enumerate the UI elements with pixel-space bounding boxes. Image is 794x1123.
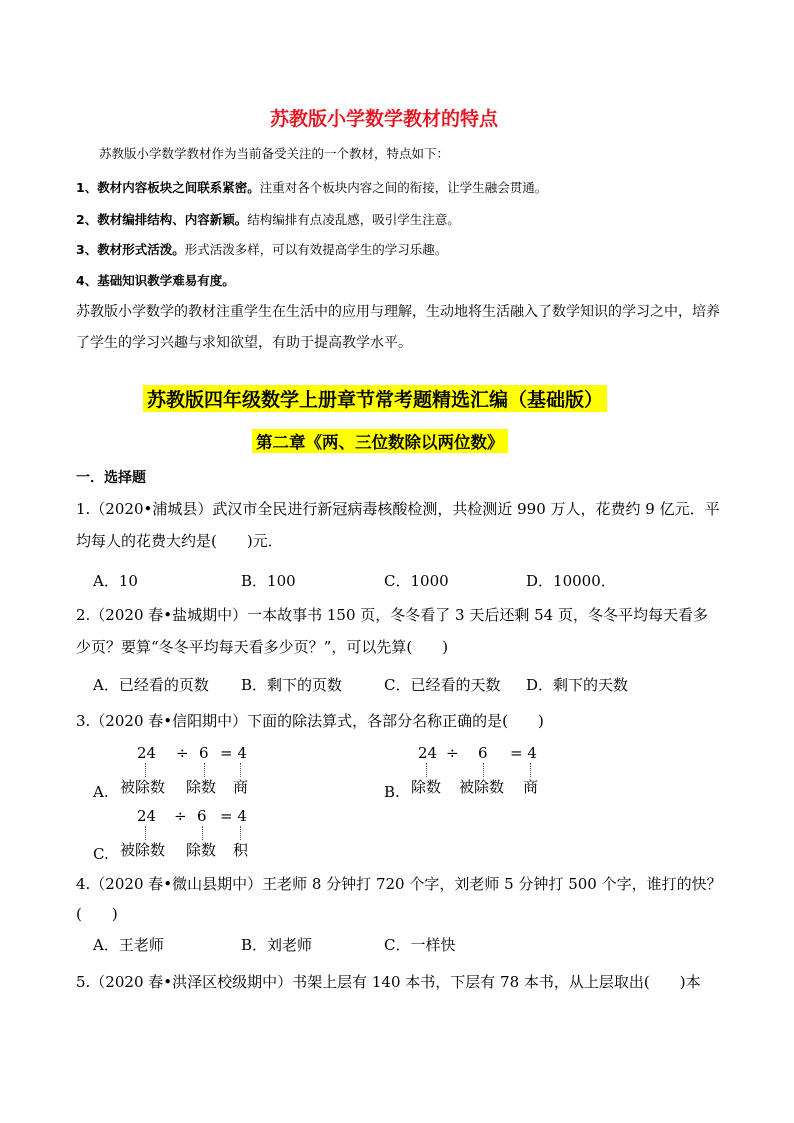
q1-option-c[interactable]: C．1000 [384,572,449,590]
q3-line1: 3.（2020 春•信阳期中）下面的除法算式，各部分名称正确的是( ) [76,712,544,730]
dotted-connector [145,826,146,840]
dividend: 24 [137,807,157,825]
q2-option-d[interactable]: D．剩下的天数 [526,676,629,694]
name-label: 积 [233,841,249,859]
divisor: 6 [478,744,488,762]
name-label: 商 [233,778,249,796]
q1-option-a[interactable]: A．10 [93,572,138,590]
dotted-connector [426,763,427,777]
division-sign: ÷ [176,744,189,762]
dotted-connector [483,763,484,777]
name-label: 被除数 [459,778,505,796]
dotted-connector [240,763,241,777]
intro-point-2 [76,210,460,228]
name-label: 除数 [411,778,442,796]
division-sign: ÷ [174,807,187,825]
intro-summary-line2: 了学生的学习兴趣与求知欲望，有助于提高教学水平。 [76,335,412,351]
section-heading: 一．选择题 [76,470,146,486]
point-num: 1、 [76,180,98,195]
q2-option-b[interactable]: B．剩下的页数 [241,676,343,694]
q3-option-a[interactable]: A. [93,783,109,801]
name-label: 被除数 [120,841,166,859]
q1-option-b[interactable]: B．100 [241,572,296,590]
intro-lead: 苏教版小学数学教材作为当前备受关注的一个教材，特点如下： [99,146,450,161]
dotted-connector [202,826,203,840]
banner-chapter-title: 第二章《两、三位数除以两位数》 [252,429,508,453]
q3-option-c[interactable]: C. [93,845,109,863]
divisor: 6 [199,744,209,762]
intro-point-4 [76,271,235,289]
q4-line1: 4.（2020 春•微山县期中）王老师 8 分钟打 720 个字，刘老师 5 分钟打 500 个字，谁打的快？ [76,875,722,893]
q4-line2: ( ) [76,905,118,923]
name-label: 除数 [186,841,217,859]
q4-option-a[interactable]: A．王老师 [93,936,164,954]
point-bold: 教材形式活泼。 [97,242,185,257]
point-bold: 教材内容板块之间联系紧密。 [97,180,260,195]
point-rest: 结构编排有点凌乱感，吸引学生注意。 [247,212,460,227]
dotted-connector [530,763,531,777]
q1-option-d[interactable]: D．10000． [526,572,616,590]
point-num: 3、 [76,242,98,257]
point-bold: 教材编排结构、内容新颖。 [97,212,248,227]
q1-line2: 均每人的花费大约是( )元． [76,532,283,550]
intro-title: 苏教版小学数学教材的特点 [270,108,499,130]
intro-point-1 [76,178,547,196]
q2-line2: 少页？要算“冬冬平均每天看多少页？”，可以先算( ) [76,638,449,656]
point-rest: 形式活泼多样，可以有效提高学生的学习乐趣。 [184,242,448,257]
equals-result: = 4 [510,744,537,762]
intro-point-3 [76,240,447,258]
intro-summary-line1: 苏教版小学数学的教材注重学生在生活中的应用与理解，生动地将生活融入了数学知识的学习之中，培养 [76,304,720,320]
equals-result: = 4 [220,807,247,825]
division-sign: ÷ [446,744,459,762]
q2-option-c[interactable]: C．已经看的天数 [384,676,501,694]
q5-line1: 5.（2020 春•洪泽区校级期中）书架上层有 140 本书，下层有 78 本书，从上层取出( )本 [76,973,701,991]
q2-line1: 2.（2020 春•盐城期中）一本故事书 150 页，冬冬看了 3 天后还剩 54 页，冬冬平均每天看多 [76,606,708,624]
point-num: 4、 [76,273,98,288]
dotted-connector [240,826,241,840]
name-label: 商 [523,778,539,796]
point-bold: 基础知识教学难易有度。 [97,273,235,288]
banner-main-title: 苏教版四年级数学上册章节常考题精选汇编（基础版） [143,385,607,412]
dotted-connector [204,763,205,777]
point-num: 2、 [76,212,98,227]
dividend: 24 [137,744,157,762]
q3-option-b[interactable]: B. [384,783,400,801]
equals-result: = 4 [220,744,247,762]
q1-line1: 1.（2020•浦城县）武汉市全民进行新冠病毒核酸检测，共检测近 990 万人，花费约 9 亿元．平 [76,500,720,518]
q2-option-a[interactable]: A．已经看的页数 [93,676,209,694]
q4-option-c[interactable]: C．一样快 [384,936,456,954]
point-rest: 注重对各个板块内容之间的衔接，让学生融会贯通。 [259,180,548,195]
name-label: 被除数 [120,778,166,796]
dotted-connector [145,763,146,777]
name-label: 除数 [186,778,217,796]
q4-option-b[interactable]: B．刘老师 [241,936,313,954]
dividend: 24 [418,744,438,762]
divisor: 6 [197,807,207,825]
